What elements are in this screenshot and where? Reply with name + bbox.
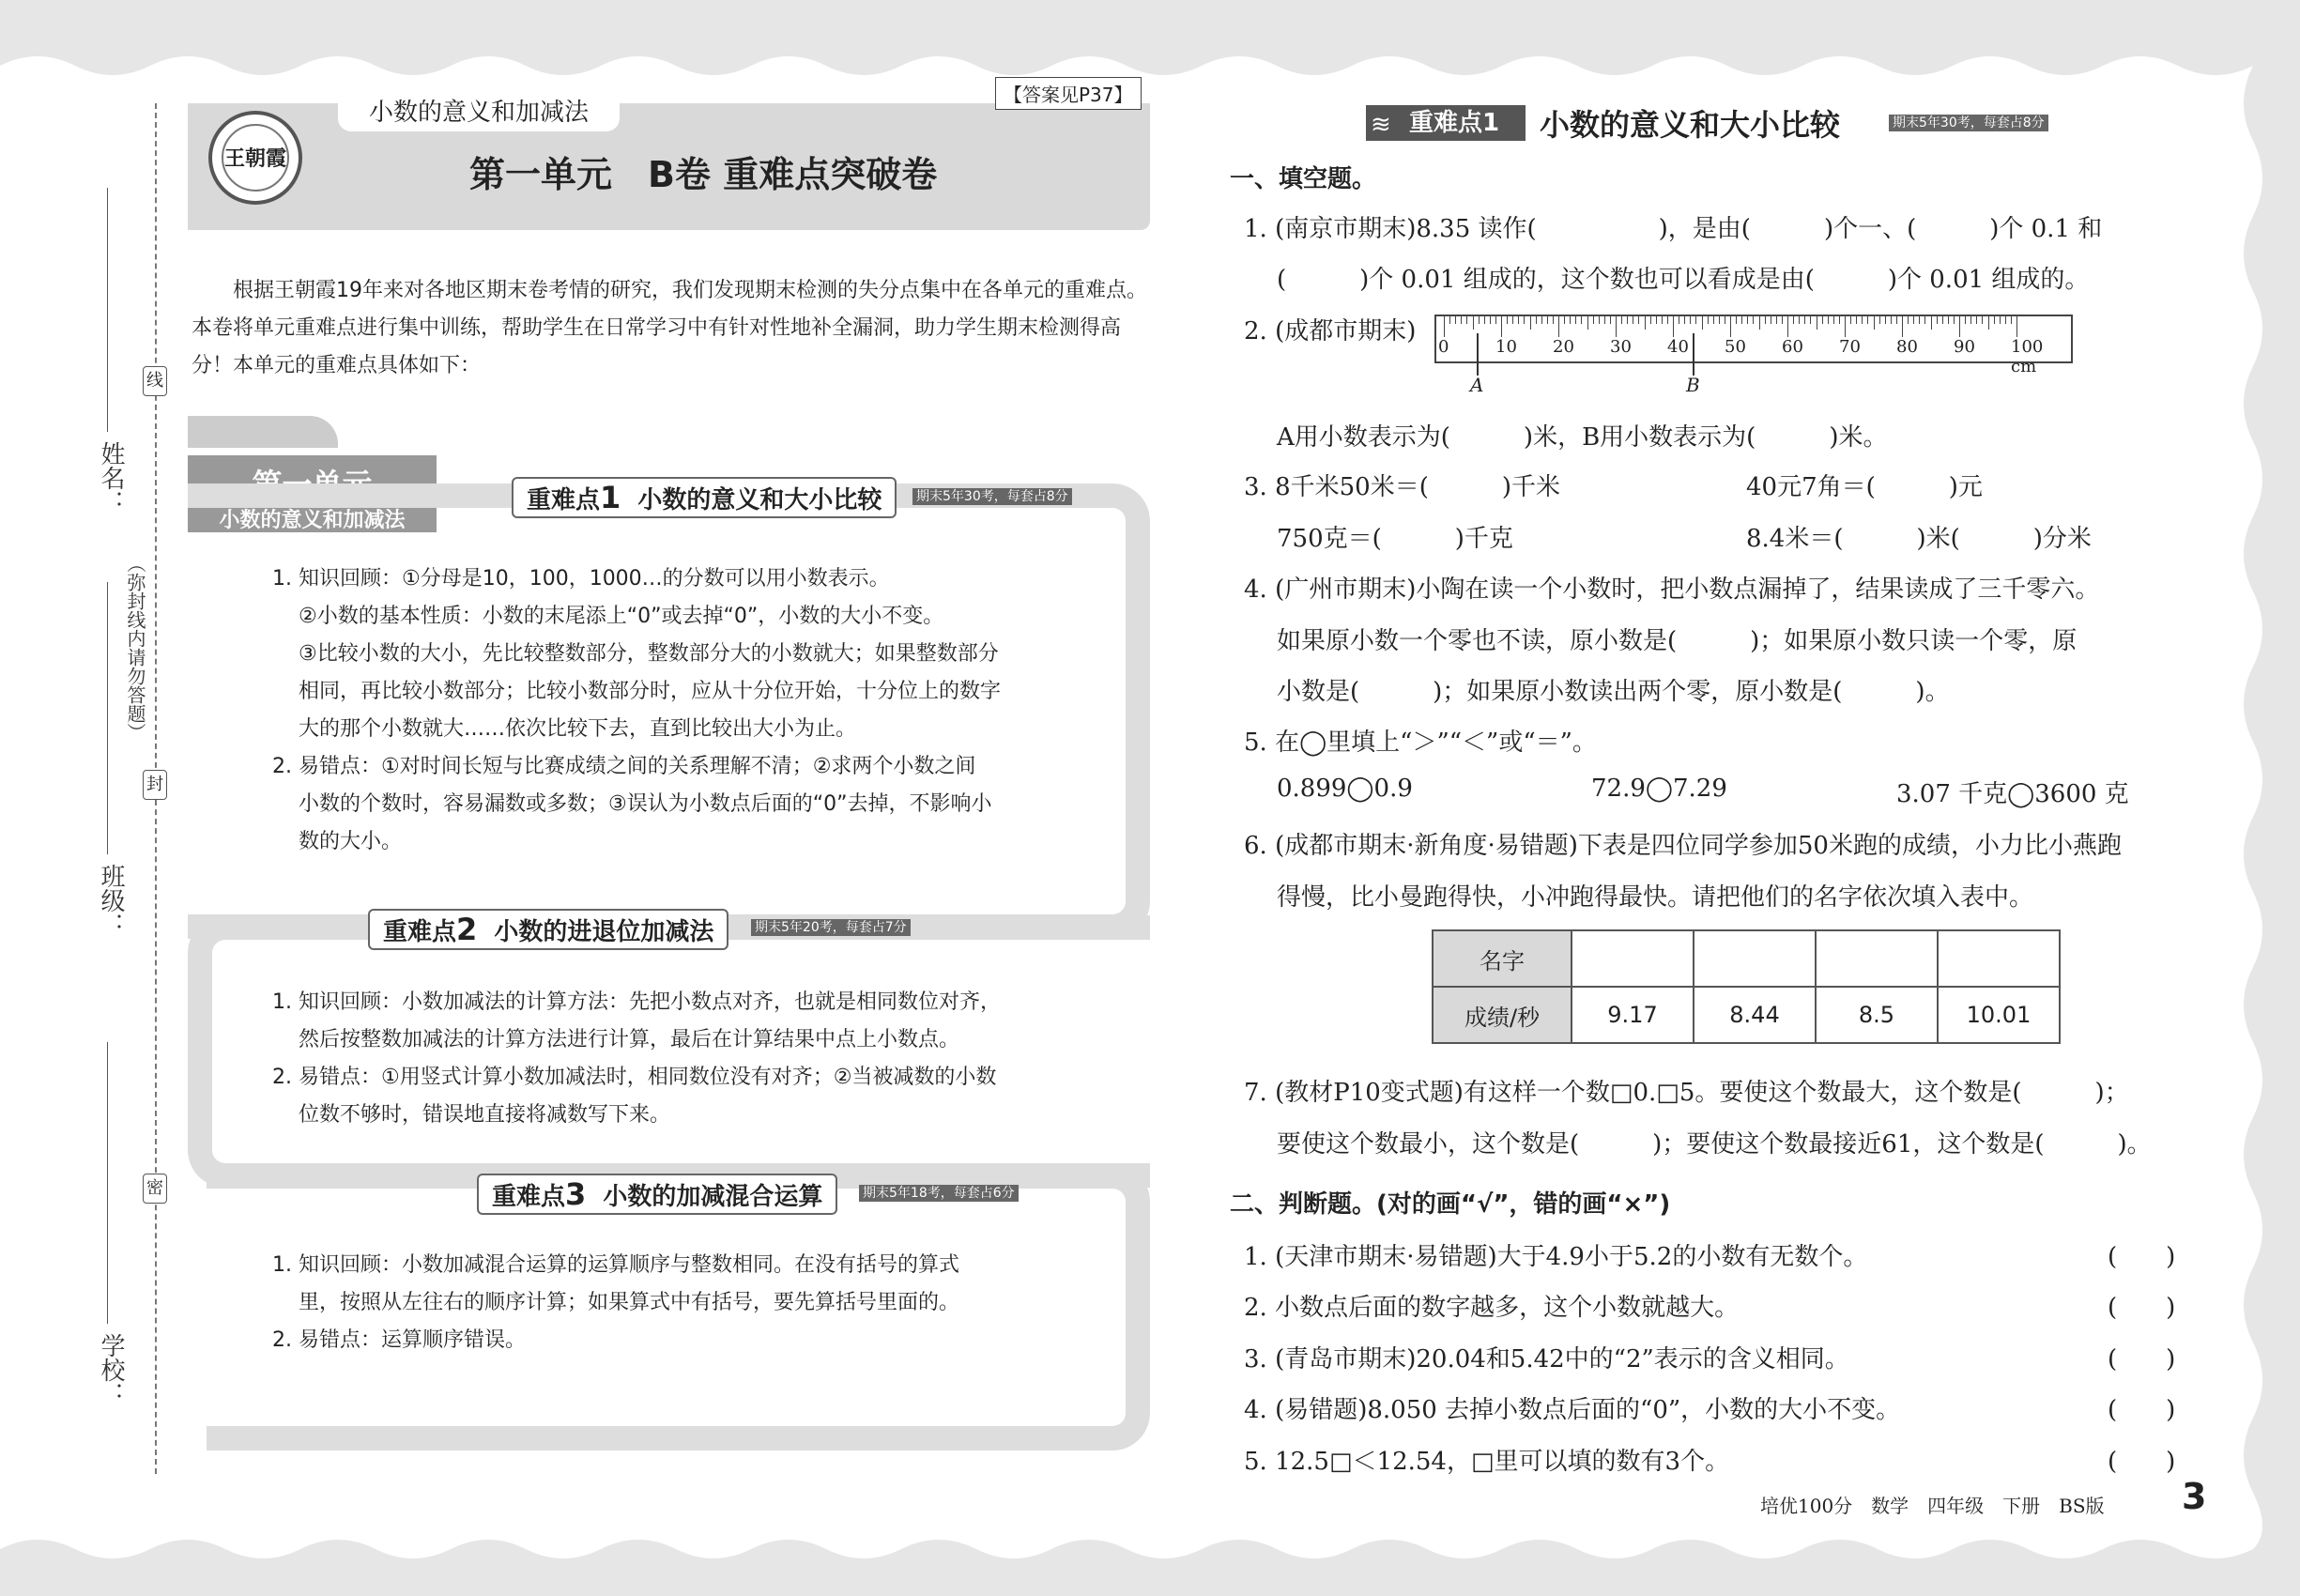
ruler-tick [2000,316,2001,324]
table-header-score: 成绩/秒 [1433,987,1572,1043]
ruler-tick [1804,316,1805,324]
ruler-tick [1695,316,1696,324]
ruler-tick [1902,316,1903,337]
kp2-line: 然后按整数加减法的计算方法进行计算，最后在计算结果中点上小数点。 [299,1028,960,1051]
kp3-title-b: 小数的加减混合运算 [603,1183,823,1211]
ruler-label: 40 [1667,337,1689,357]
judge-paren-5[interactable]: ( ) [2108,1448,2176,1476]
ruler-tick [1730,316,1731,337]
kp2-line: 位数不够时，错误地直接将减数写下来。 [299,1103,671,1127]
ruler-tick [1782,316,1783,324]
ruler-tick [1627,316,1628,324]
q5-c: 3.07 千克◯3600 克 [1896,780,2129,808]
ruler-tick [1988,316,1989,330]
ruler-tick [1982,316,1983,324]
kp2-line: 2. 易错点：①用竖式计算小数加减法时，相同数位没有对齐；②当被减数的小数 [272,1066,997,1089]
ruler-tick [1667,316,1668,324]
ruler-point-a: A [1470,374,1484,396]
ruler-tick [1753,316,1754,324]
kp1-title-a: 重难点 [527,486,601,514]
ruler-tick [1449,316,1450,324]
ruler-tick [1976,316,1977,324]
ruler-tick [1690,316,1691,324]
kp1-title [512,477,897,518]
q1-line-b: ( )个 0.01 组成的，这个数也可以看成是由( )个 0.01 组成的。 [1277,266,2090,294]
ruler-tick [1747,316,1748,324]
ruler-tick [1787,316,1788,337]
ruler-tick [1924,316,1925,324]
ruler-label: 100 cm [2011,337,2044,376]
ruler-tick [1850,316,1851,324]
kp3-line: 2. 易错点：运算顺序错误。 [272,1328,526,1352]
ruler-tick [1536,316,1537,324]
ruler-tick [2011,316,2012,324]
q4-b: 如果原小数一个零也不读，原小数是( )；如果原小数只读一个零，原 [1277,627,2078,655]
ruler-tick [1942,316,1943,324]
score-cell: 9.17 [1572,987,1694,1043]
ruler-tick [1558,316,1559,337]
name-cell[interactable] [1694,930,1816,987]
judge-2: 2. 小数点后面的数字越多，这个小数就越大。 [1244,1294,1740,1322]
judge-1: 1. (天津市期末·易错题)大于4.9小于5.2的小数有无数个。 [1244,1243,1868,1271]
q6-a: 6. (成都市期末·新角度·易错题)下表是四位同学参加50米跑的成绩，小力比小燕跑 [1244,832,2122,860]
kp2-title-b: 小数的进退位加减法 [494,918,714,946]
kp1-line: 2. 易错点：①对时间长短与比赛成绩之间的关系理解不清；②求两个小数之间 [272,755,976,778]
q5-a: 0.899◯0.9 [1277,775,1413,803]
name-cell[interactable] [1572,930,1694,987]
ruler-label: 50 [1725,337,1746,357]
ruler-tick [1822,316,1823,324]
ruler-tick [1473,316,1474,330]
ruler-tick [1994,316,1995,324]
logo-text: 王朝霞 [222,124,289,192]
q3-a1: 3. 8千米50米＝( )千米 [1244,473,1560,501]
ruler-label: 70 [1839,337,1861,357]
judge-paren-1[interactable]: ( ) [2108,1243,2176,1271]
school-field[interactable] [107,1042,108,1324]
kp3-body [272,1247,1098,1359]
judge-4: 4. (易错题)8.050 去掉小数点后面的“0”，小数的大小不变。 [1244,1396,1901,1424]
ruler-tick [1856,316,1857,324]
kp3-num: 3 [565,1176,587,1212]
ruler-tick [1461,316,1462,324]
kp3-line: 里，按照从左往右的顺序计算；如果算式中有括号，要先算括号里面的。 [299,1291,960,1314]
name-cell[interactable] [1938,930,2060,987]
ruler-tick [1524,316,1525,324]
judge-paren-2[interactable]: ( ) [2108,1294,2176,1322]
ruler-tick [1793,316,1794,324]
score-cell: 10.01 [1938,987,2060,1043]
section-judge: 二、判断题。(对的画“√”，错的画“×”) [1230,1190,1671,1219]
kp2-line: 1. 知识回顾：小数加减法的计算方法：先把小数点对齐，也就是相同数位对齐， [272,990,1001,1014]
ruler-tick [1518,316,1519,324]
ruler-tick [1799,316,1800,324]
kp1-line: 小数的个数时，容易漏数或多数；③误认为小数点后面的“0”去掉，不影响小 [299,792,992,816]
score-cell: 8.5 [1816,987,1938,1043]
q7-a: 7. (教材P10变式题)有这样一个数□0.□5。要使这个数最大，这个数是( )； [1244,1079,2129,1107]
ruler-tick [1638,316,1639,324]
arrow-b [1693,333,1694,376]
kp1-line: 相同，再比较小数部分；比较小数部分时，应从十分位开始，十分位上的数字 [299,680,1002,703]
unit-title: 第一单元 [252,467,373,502]
ruler-tick [1713,316,1714,324]
q4-a: 4. (广州市期末)小陶在读一个小数时，把小数点漏掉了，结果读成了三千零六。 [1244,575,2100,604]
ruler-tick [1581,316,1582,324]
judge-paren-3[interactable]: ( ) [2108,1345,2176,1373]
judge-paren-4[interactable]: ( ) [2108,1396,2176,1424]
intro-paragraph: 根据王朝霞19年来对各地区期末卷考情的研究，我们发现期末检测的失分点集中在各单元的重难点。本卷将单元重难点进行集中训练，帮助学生在日常学习中有针对性地补全漏洞，助力学生期末检测得高分！本单元的重难点具体如下： [192,279,1147,377]
ruler-tick [1879,316,1880,324]
ruler-tick [1599,316,1600,324]
q3-a2: 40元7角＝( )元 [1746,473,1983,501]
ruler-tick [1501,316,1502,337]
q6-b: 得慢，比小曼跑得快，小冲跑得最快。请把他们的名字依次填入表中。 [1277,883,2034,912]
mark-mi: 密 [143,1174,167,1204]
ruler-tick [1948,316,1949,324]
kp2-title [368,909,728,950]
kp1-tag: 期末5年30考，每套占8分 [912,488,1072,505]
ruler-tick [1575,316,1576,324]
ruler-tick [1765,316,1766,324]
kp1-line: ②小数的基本性质：小数的末尾添上“0”或去掉“0”，小数的大小不变。 [299,605,944,628]
class-field[interactable] [107,582,108,854]
ruler-tick [1553,316,1554,324]
ruler-tick [1954,316,1955,324]
wave-icon: ≋ [1371,111,1391,139]
ruler-tick [1828,316,1829,324]
ruler-tick [2005,316,2006,324]
kp1-line: 数的大小。 [299,830,403,853]
kp1-line: 1. 知识回顾：①分母是10，100，1000…的分数可以用小数表示。 [272,567,890,591]
ruler-tick [1490,316,1491,324]
kp2-tag: 期末5年20考，每套占7分 [751,919,911,936]
ruler-tick [1530,316,1531,330]
school-label: 学校： [97,1333,125,1406]
ruler-label: 60 [1782,337,1803,357]
ruler-tick [1833,316,1834,324]
ruler-label: 20 [1553,337,1574,357]
name-label: 姓名： [97,441,125,514]
kp1-line: 大的那个小数就大……依次比较下去，直到比较出大小为止。 [299,717,857,741]
mark-xian: 线 [143,366,167,396]
ruler-tick [1479,316,1480,324]
ruler-tick [1959,316,1960,337]
kp2-body [272,984,1098,1134]
ruler-tick [1604,316,1605,324]
ruler-tick [1570,316,1571,324]
right-head-label: 重难点1 [1366,105,1526,141]
ruler-tick [1839,316,1840,324]
ruler-tick [1891,316,1892,324]
ruler-tick [1810,316,1811,324]
right-head-tag: 期末5年30考，每套占8分 [1889,115,2048,131]
ruler-tick [1541,316,1542,324]
kp1-line: ③比较小数的大小，先比较整数部分，整数部分大的小数就大；如果整数部分 [299,642,999,666]
ruler-tick [1776,316,1777,324]
unit-subtitle: 小数的意义和加减法 [219,509,406,532]
train-graphic [188,416,338,448]
score-table [1432,929,2061,1044]
ruler-tick [1484,316,1485,324]
page-title: 第一单元 B卷 重难点突破卷 [469,154,938,195]
kp2-num: 2 [456,912,478,947]
ruler-tick [1741,316,1742,324]
kp1-body [272,560,1098,861]
ruler-tick [1913,316,1914,324]
class-label: 班级： [97,864,125,937]
brand-logo [208,111,302,205]
ruler-tick [1931,316,1932,330]
ruler-tick [1656,316,1657,324]
ruler-tick [1564,316,1565,324]
ruler-tick [1662,316,1663,324]
ruler-tick [1495,316,1496,324]
ruler-tick [1645,316,1646,330]
table-header-name: 名字 [1433,930,1572,987]
q3-b2: 8.4米＝( )米( )分米 [1746,525,2092,553]
kp3-tag: 期末5年18考，每套占6分 [859,1185,1019,1202]
ruler-tick [1965,316,1966,324]
ruler-tick [1650,316,1651,324]
ruler-tick [1919,316,1920,324]
kp1-num: 1 [600,480,621,515]
q1-line-a: 1. (南京市期末)8.35 读作( )，是由( )个一、( )个 0.1 和 [1244,215,2103,243]
judge-3: 3. (青岛市期末)20.04和5.42中的“2”表示的含义相同。 [1244,1345,1849,1373]
q4-c: 小数是( )；如果原小数读出两个零，原小数是( )。 [1277,678,1950,706]
q5-b: 72.9◯7.29 [1591,775,1727,803]
q2-label: 2. (成都市期末) [1244,317,1417,345]
ruler-tick [1708,316,1709,324]
page-number: 3 [2182,1476,2207,1517]
judge-5: 5. 12.5□＜12.54，□里可以填的数有3个。 [1244,1448,1730,1476]
ruler-tick [1937,316,1938,324]
ruler-point-b: B [1686,374,1700,396]
q5: 5. 在◯里填上“＞”“＜”或“＝”。 [1244,729,1597,757]
ruler-tick [1444,316,1445,337]
ruler-tick [2016,316,2017,337]
ruler-tick [1673,316,1674,337]
kp2-title-a: 重难点 [383,918,457,946]
ruler-tick [1512,316,1513,324]
ruler-tick [1885,316,1886,324]
ruler-tick [1908,316,1909,324]
ruler-label: 80 [1896,337,1918,357]
mark-feng: 封 [143,770,167,800]
arrow-a [1477,333,1479,376]
ruler-tick [1593,316,1594,324]
q2-line-b: A用小数表示为( )米，B用小数表示为( )米。 [1277,423,1888,452]
right-head-title: 小数的意义和大小比较 [1540,107,1841,143]
ruler-tick [1684,316,1685,324]
ruler-tick [1547,316,1548,324]
ruler-tick [1616,316,1617,337]
ruler-tick [1759,316,1760,330]
ruler-tick [1736,316,1737,324]
footer-text: 培优100分 数学 四年级 下册 BS版 [1760,1495,2105,1517]
ruler-tick [1719,316,1720,324]
score-cell: 8.44 [1694,987,1816,1043]
ruler-tick [1862,316,1863,324]
ruler-tick [1621,316,1622,324]
name-field[interactable] [107,188,108,432]
q3-b1: 750克＝( )千克 [1277,525,1513,553]
ruler-label: 10 [1495,337,1517,357]
header-tab: 小数的意义和加减法 [338,94,620,131]
ruler-label: 90 [1954,337,1975,357]
binding-note: （弥封线内请勿答题） [124,554,146,742]
ruler-label: 0 [1438,337,1449,357]
ruler-tick [1587,316,1588,330]
ruler-tick [1874,316,1875,330]
kp3-title-a: 重难点 [492,1183,566,1211]
q7-b: 要使这个数最小，这个数是( )；要使这个数最接近61，这个数是( )。 [1277,1130,2152,1159]
ruler-tick [1466,316,1467,324]
name-cell[interactable] [1816,930,1938,987]
section-fill-blank: 一、填空题。 [1230,165,1377,193]
kp3-line: 1. 知识回顾：小数加减混合运算的运算顺序与整数相同。在没有括号的算式 [272,1253,959,1277]
ruler-tick [1896,316,1897,324]
ruler-tick [1702,316,1703,330]
kp1-title-b: 小数的意义和大小比较 [637,486,882,514]
ruler [1434,315,2073,376]
ruler-tick [1507,316,1508,324]
kp3-title [477,1174,837,1215]
ruler-tick [1845,316,1846,337]
ruler-tick [1970,316,1971,324]
answer-reference: 【答案见P37】 [995,77,1142,110]
ruler-tick [1610,316,1611,324]
ruler-tick [1455,316,1456,324]
ruler-tick [1867,316,1868,324]
ruler-label: 30 [1610,337,1632,357]
